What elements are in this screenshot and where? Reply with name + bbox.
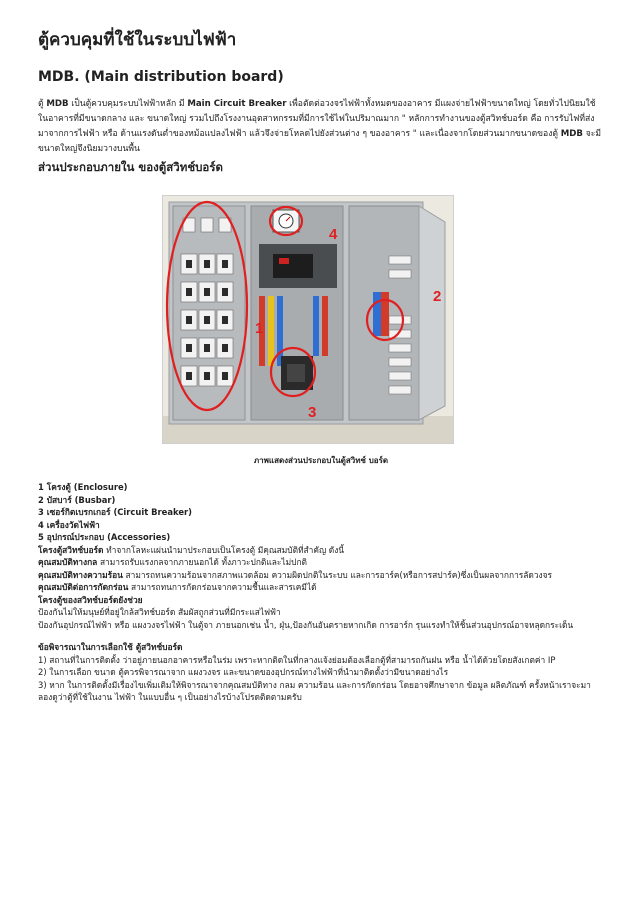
component-item: 2 บัสบาร์ (Busbar) [38,494,116,505]
intro-text-4: จะมีขนาดใหญ่จึงนิยมวางบนพื้น [38,129,602,154]
callout-label-4: 4 [329,226,338,243]
selection-item: 3) หาก ในการติดตั้งมีเรื่องไขเพิ่มเติมให้พิจารณาจากคุณสมบัติทาง กลม ความร้อน และการกัดกร่อน โดยอาจศึกษาจาก ข้อมูล ผลิตภัณฑ์ ครั้งหน้าเราจะมาลองดูว่าตู้ที่ใช้ในงาน ไฟฟ้า ในแบบอื่น ๆ เป็นอย่างไรบ้างโปรดติดตามครับ [38,679,591,702]
selection-heading: ข้อพิจารณาในการเลือกใช้ ตู้สวิทช์บอร์ด [38,642,183,652]
callout-label-1: 1 [255,320,264,337]
prop-text: สามารถทนความร้อนจากสภาพแวดล้อม ความผิดปกติในระบบ และการอาร์ค(หรือการสปาร์ค)ซึ่งเป็นผลจากการลัดวงจร [122,569,553,580]
protection-line: ป้องกันอุปกรณ์ไฟฟ้า หรือ แผงวงจรไฟฟ้า ในตู้จา ภายนอกเช่น น้ำ, ฝุ่น,ป้องกันอันตรายหากเกิด การอาร์ก รุนแรงทำให้ชิ้นส่วนอุปกรณ์อาจหลุดกระเด็น [38,619,574,630]
intro-text-1: ตู้ [38,99,47,109]
document-page [38,14,604,704]
page-title: ตู้ควบคุมที่ใช้ในระบบไฟฟ้า [38,30,237,50]
intro-bold-mdb: MDB [46,99,69,109]
selection-item: 1) สถานที่ในการติดตั้ง ว่าอยู่ภายนอกอาคารหรือในร่ม เพราะหากติดในที่กลางแจ้งย่อมต้องเลือกตู้ที่สามารถกันฝน หรือ น้ำได้ด้วยโดยสังเกตค่า IP [38,654,556,665]
prop-label: คุณสมบัติทางกล [38,557,98,567]
prop-text: สามารถรับแรงกลจากภายนอกได้ ทั้งภาวะปกติและไม่ปกติ [97,557,307,567]
enclosure-prop [38,569,604,582]
component-item: 3 เซอร์กิตเบรกเกอร์ (Circuit Breaker) [38,507,192,517]
enclosure-lead [38,544,604,557]
section-heading: ส่วนประกอบภายใน ของตู้สวิทช์บอร์ด [38,160,223,174]
callout-label-2: 2 [433,288,442,305]
components-list [38,481,604,704]
prop-label: คุณสมบัติทางความร้อน [38,569,123,580]
figure-caption: ภาพแสดงส่วนประกอบในตู้สวิทช์ บอร์ด [253,456,389,465]
protection-line: ป้องกันไม่ให้มนุษย์ที่อยู่ใกล้สวิทช์บอร์ด สัมผัสถูกส่วนที่มีกระแสไฟฟ้า [38,607,281,617]
prop-label: คุณสมบัติต่อการกัดกร่อน [38,582,129,592]
prop-text: สามารถทนการกัดกร่อนจากความชื้นและสารเคมีได้ [128,582,317,592]
callout-label-3: 3 [308,404,317,421]
intro-bold-breaker: Main Circuit Breaker [187,99,287,109]
enclosure-lead-bold: โครงตู้สวิทช์บอร์ด [38,544,104,555]
enclosure-lead-text: ทำจากโลหะแผ่นนำมาประกอบเป็นโครงตู้ มีคุณสมบัติที่สำคัญ ดังนี้ [103,544,345,555]
enclosure-prop [38,581,604,594]
protection-heading: โครงตู้ของสวิทช์บอร์ดยังช่วย [38,594,143,605]
switchboard-photo [162,195,454,444]
enclosure-prop [38,556,604,569]
intro-text-2: เป็นตู้ควบคุมระบบไฟฟ้าหลัก มี [68,99,188,109]
intro-text-3: เพื่อตัดต่อวงจรไฟฟ้าทั้งหมดของอาคาร มีแผงจ่ายไฟฟ้าขนาดใหญ่ โดยทั่วไปนิยมใช้ในอาคารที่มีขนาดกลาง และ ขนาดใหญ่ รวมไปถึงโรงงานอุตสาหกรรมที่มีการใช้ไฟในปริมาณมาก " หลักการทำงานของตู้สวิทช์บอร์ด คือ การรับไฟที่ส่งมาจากการไฟฟ้า หรือ ด้านแรงดันต่ำของหม้อแปลงไฟฟ้า แล้วจึงจ่ายโหลดไปยังส่วนต่าง ๆ ของอาคาร " และเนื่องจากโดยส่วนมากขนาดของตู้ [38,99,596,139]
component-item: 4 เครื่องวัดไฟฟ้า [38,519,100,530]
page-subtitle: MDB. (Main distribution board) [38,69,284,85]
intro-bold-mdb-2: MDB [560,129,583,139]
intro-paragraph [38,97,604,157]
component-item: 1 โครงตู้ (Enclosure) [38,482,128,492]
component-item: 5 อุปกรณ์ประกอบ (Accessories) [38,532,171,542]
selection-item: 2) ในการเลือก ขนาด ตู้ควรพิจารณาจาก แผงวงจร และขนาดของอุปกรณ์ทางไฟฟ้าที่นำมาติดตั้งว่ามีขนาดอย่างไร [38,667,449,677]
